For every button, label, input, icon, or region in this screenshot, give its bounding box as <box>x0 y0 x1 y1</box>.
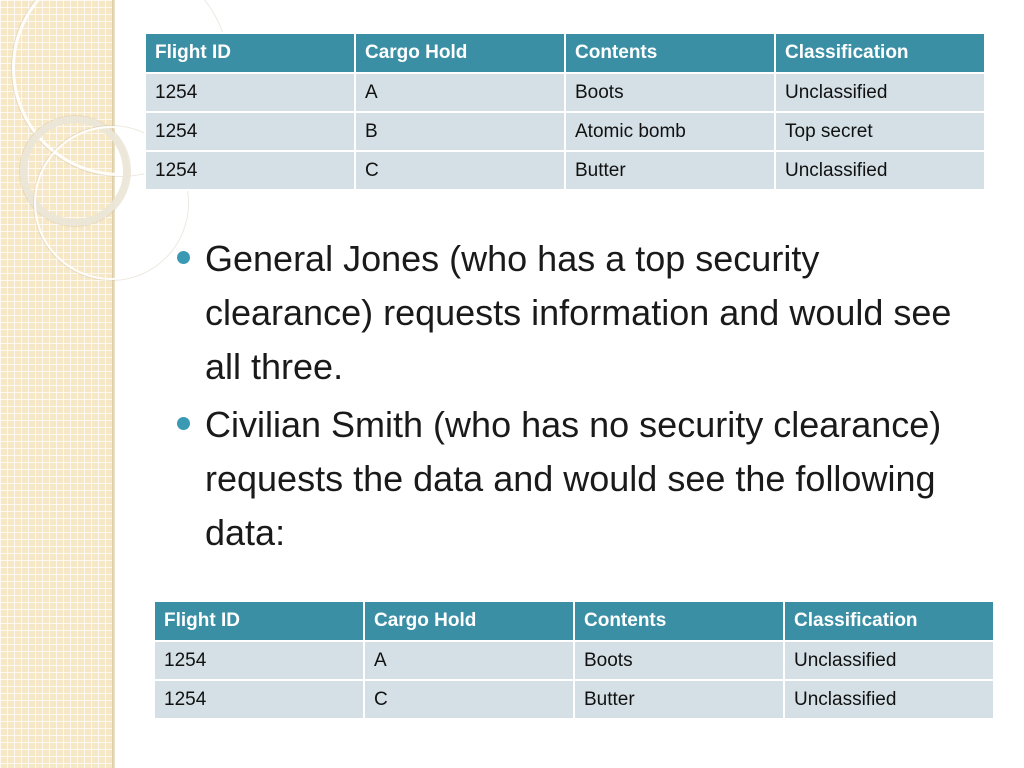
column-header-flight-id: Flight ID <box>155 602 363 640</box>
cell-cargo-hold: C <box>365 681 573 718</box>
cell-cargo-hold: A <box>356 74 564 111</box>
bullet-list <box>175 232 955 564</box>
table-row <box>146 152 984 189</box>
table-header-row <box>155 602 993 640</box>
column-header-classification: Classification <box>776 34 984 72</box>
table-row <box>155 681 993 718</box>
table-row <box>146 74 984 111</box>
cell-classification: Unclassified <box>776 152 984 189</box>
cell-contents: Atomic bomb <box>566 113 774 150</box>
cell-flight-id: 1254 <box>155 681 363 718</box>
cell-flight-id: 1254 <box>146 74 354 111</box>
column-header-cargo-hold: Cargo Hold <box>356 34 564 72</box>
cell-flight-id: 1254 <box>146 113 354 150</box>
cell-classification: Unclassified <box>785 642 993 679</box>
cell-contents: Butter <box>566 152 774 189</box>
column-header-flight-id: Flight ID <box>146 34 354 72</box>
table-row <box>155 642 993 679</box>
cell-contents: Butter <box>575 681 783 718</box>
bullet-item <box>175 398 955 560</box>
column-header-cargo-hold: Cargo Hold <box>365 602 573 640</box>
cell-classification: Unclassified <box>776 74 984 111</box>
cargo-table-unclassified <box>153 600 995 720</box>
cargo-table-all <box>144 32 986 191</box>
column-header-contents: Contents <box>575 602 783 640</box>
cell-cargo-hold: B <box>356 113 564 150</box>
column-header-contents: Contents <box>566 34 774 72</box>
table-row <box>146 113 984 150</box>
table-header-row <box>146 34 984 72</box>
column-header-classification: Classification <box>785 602 993 640</box>
cell-flight-id: 1254 <box>146 152 354 189</box>
bullet-item <box>175 232 955 394</box>
cell-cargo-hold: A <box>365 642 573 679</box>
cell-classification: Top secret <box>776 113 984 150</box>
cell-cargo-hold: C <box>356 152 564 189</box>
bullet-dot-icon <box>177 417 190 430</box>
bullet-text: General Jones (who has a top security clearance) requests information and would see all three. <box>205 238 952 387</box>
cell-contents: Boots <box>575 642 783 679</box>
cell-contents: Boots <box>566 74 774 111</box>
bullet-text: Civilian Smith (who has no security clearance) requests the data and would see the following data: <box>205 404 942 553</box>
cell-flight-id: 1254 <box>155 642 363 679</box>
cell-classification: Unclassified <box>785 681 993 718</box>
bullet-dot-icon <box>177 251 190 264</box>
